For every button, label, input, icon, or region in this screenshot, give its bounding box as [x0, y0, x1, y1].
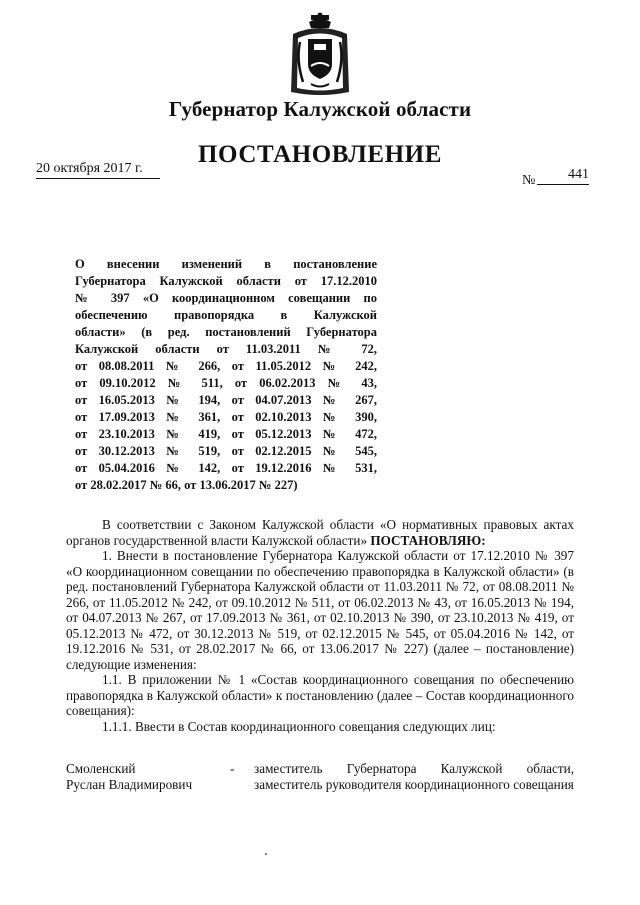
person-surname: Смоленский [66, 761, 136, 776]
document-subject [75, 256, 377, 494]
document-date: 20 октября 2017 г. [36, 161, 160, 179]
issuing-authority: Губернатор Калужской области [168, 97, 472, 121]
preamble-paragraph [66, 517, 574, 548]
coat-of-arms-icon [287, 12, 353, 98]
document-body [66, 517, 574, 734]
subject-line: обеспечению правопорядка в Калужской [75, 308, 377, 322]
subject-line: области» (в ред. постановлений Губернатора [75, 325, 377, 339]
subject-line: Губернатора Калужской области от 17.12.2010 [75, 274, 377, 288]
clause-1-1-1: 1.1.1. Ввести в Состав координационного совещания следующих лиц: [102, 718, 496, 734]
document-number-label: № [522, 173, 536, 188]
subject-line: О внесении изменений в постановление [75, 257, 377, 271]
subject-line: от 28.02.2017 № 66, от 13.06.2017 № 227) [75, 478, 298, 492]
person-separator: - [230, 761, 235, 776]
preamble-text: В соответствии с Законом Калужской области «О нормативных правовых актах органов государственной власти Калужской области» [66, 517, 574, 548]
subject-line: от 09.10.2012 № 511, от 06.02.2013 № 43, [75, 376, 377, 390]
subject-line: Калужской области от 11.03.2011 № 72, [75, 342, 377, 356]
document-type-title: ПОСТАНОВЛЕНИЕ [197, 141, 443, 168]
document-number: 441 [537, 167, 589, 185]
subject-line: от 17.09.2013 № 361, от 02.10.2013 № 390, [75, 410, 377, 424]
subject-line: от 05.04.2016 № 142, от 19.12.2016 № 531, [75, 461, 377, 475]
resolution-keyword: ПОСТАНОВЛЯЮ: [370, 532, 486, 548]
page-mark [265, 853, 267, 855]
subject-line: от 30.12.2013 № 519, от 02.12.2015 № 545, [75, 444, 377, 458]
subject-line: от 23.10.2013 № 419, от 05.12.2013 № 472, [75, 427, 377, 441]
subject-line: № 397 «О координационном совещании по [75, 291, 377, 305]
subject-line: от 16.05.2013 № 194, от 04.07.2013 № 267, [75, 393, 377, 407]
person-name [66, 761, 216, 792]
clause-1: 1. Внести в постановление Губернатора Калужской области от 17.12.2010 № 397 «О координационном совещании по обеспечению правопорядка в Калужской области» (в ред. постановлений Губернатора Калужской области от 11.03.2011 № 72, от 08.08.2011 № 266, от 11.05.2012 № 242, от 09.10.2012 № 511, от 06.02.2013 № 43, от 16.05.2013 № 194, от 04.07.2013 № 267, от 17.09.2013 № 361, от 02.10.2013 № 390, от 23.10.2013 № 419, от 05.12.2013 № 472, от 30.12.2013 № 519, от 02.12.2015 № 545, от 05.04.2016 № 142, от 19.12.2016 № 531, от 28.02.2017 № 66, от 13.06.2017 № 227) (далее – постановление) следующие изменения: [66, 548, 574, 672]
subject-line: от 08.08.2011 № 266, от 11.05.2012 № 242, [75, 359, 377, 373]
clause-1-1: 1.1. В приложении № 1 «Состав координационного совещания по обеспечению правопорядка в Калужской области» к постановлению (далее – Состав координационного совещания): [66, 672, 574, 718]
person-position: заместитель Губернатора Калужской области, заместитель руководителя координационного совещания [254, 761, 574, 792]
person-given-names: Руслан Владимирович [66, 776, 193, 792]
